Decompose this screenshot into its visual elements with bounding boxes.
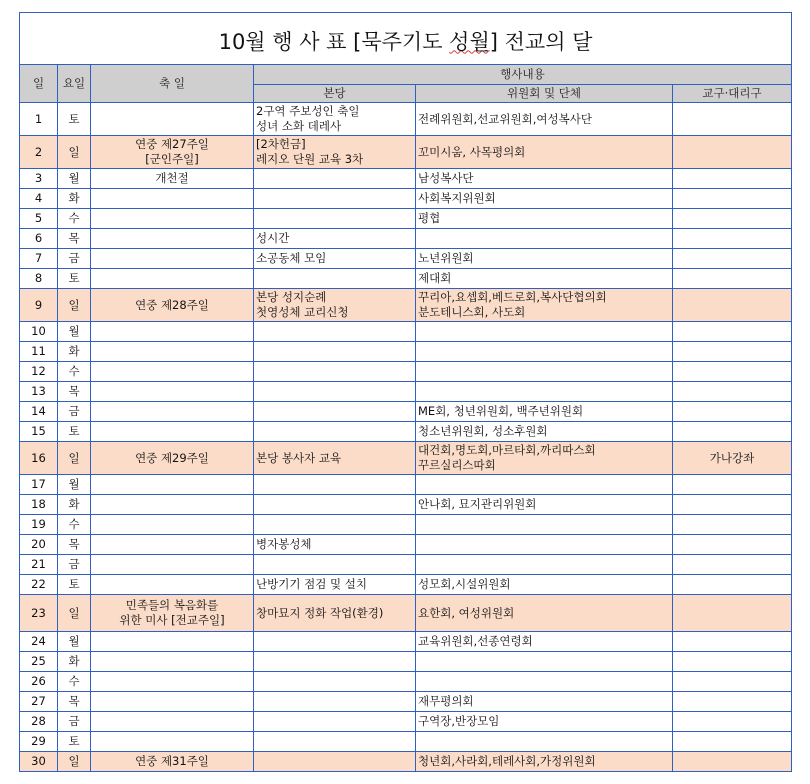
day-cell: 9 <box>20 289 58 322</box>
weekday-cell: 목 <box>58 229 91 249</box>
weekday-cell: 토 <box>58 732 91 752</box>
day-cell: 26 <box>20 672 58 692</box>
committees-cell <box>416 103 673 136</box>
october-schedule-table <box>19 12 792 772</box>
table-row <box>20 752 792 772</box>
main-church-cell <box>254 229 416 249</box>
committees-cell <box>416 189 673 209</box>
committees-cell <box>416 652 673 672</box>
feast-cell <box>91 712 254 732</box>
feast-cell <box>91 692 254 712</box>
district-cell <box>673 269 792 289</box>
header-day: 일 <box>20 65 58 103</box>
feast-cell <box>91 322 254 342</box>
feast-cell <box>91 442 254 475</box>
committees-cell-line: 제대회 <box>418 271 452 285</box>
committees-cell <box>416 475 673 495</box>
district-cell <box>673 555 792 575</box>
schedule-body <box>20 103 792 772</box>
main-church-cell-line: 첫영성체 교리신청 <box>256 305 349 319</box>
district-cell <box>673 209 792 229</box>
weekday-cell: 월 <box>58 475 91 495</box>
main-church-cell <box>254 289 416 322</box>
weekday-cell: 토 <box>58 269 91 289</box>
day-cell: 4 <box>20 189 58 209</box>
district-cell <box>673 169 792 189</box>
committees-cell-line: 교육위원회,선종연령회 <box>418 634 533 648</box>
committees-cell-line: ME회, 청년위원회, 백주년위원회 <box>418 404 584 418</box>
district-cell <box>673 595 792 632</box>
feast-cell-line: 민족들의 복음화를 <box>125 598 219 612</box>
main-church-cell <box>254 209 416 229</box>
day-cell: 3 <box>20 169 58 189</box>
main-church-cell <box>254 732 416 752</box>
feast-cell <box>91 289 254 322</box>
feast-cell <box>91 595 254 632</box>
committees-cell <box>416 402 673 422</box>
feast-cell-line: 연중 제27주일 <box>135 137 209 151</box>
feast-cell <box>91 732 254 752</box>
weekday-cell: 일 <box>58 595 91 632</box>
committees-cell-line: 재무평의회 <box>418 694 474 708</box>
committees-cell-line: 평협 <box>418 211 441 225</box>
committees-cell-line: 꾸르실리스따회 <box>418 458 496 472</box>
main-church-cell <box>254 515 416 535</box>
day-cell: 22 <box>20 575 58 595</box>
feast-cell <box>91 652 254 672</box>
committees-cell-line: 꾸리아,요셉회,베드로회,복사단협의회 <box>418 290 607 304</box>
district-cell <box>673 752 792 772</box>
day-cell: 6 <box>20 229 58 249</box>
main-church-cell <box>254 322 416 342</box>
feast-cell <box>91 362 254 382</box>
day-cell: 14 <box>20 402 58 422</box>
committees-cell-line: 청소년위원회, 성소후원회 <box>418 424 548 438</box>
committees-cell <box>416 672 673 692</box>
table-row <box>20 362 792 382</box>
table-row <box>20 475 792 495</box>
weekday-cell: 수 <box>58 209 91 229</box>
district-cell <box>673 362 792 382</box>
district-cell <box>673 632 792 652</box>
header-feast: 축 일 <box>91 65 254 103</box>
district-cell <box>673 515 792 535</box>
district-cell <box>673 322 792 342</box>
weekday-cell: 수 <box>58 672 91 692</box>
district-cell <box>673 189 792 209</box>
title-underlined-word: 성월 <box>449 29 490 54</box>
feast-cell <box>91 269 254 289</box>
day-cell: 17 <box>20 475 58 495</box>
main-church-cell-line: 창마묘지 정화 작업(환경) <box>256 605 384 620</box>
day-cell: 24 <box>20 632 58 652</box>
main-church-cell <box>254 475 416 495</box>
committees-cell <box>416 362 673 382</box>
committees-cell <box>416 382 673 402</box>
weekday-cell: 금 <box>58 555 91 575</box>
committees-cell <box>416 342 673 362</box>
header-district: 교구·대리구 <box>673 85 792 103</box>
district-cell <box>673 732 792 752</box>
committees-cell <box>416 289 673 322</box>
weekday-cell: 금 <box>58 402 91 422</box>
weekday-cell: 일 <box>58 136 91 169</box>
committees-cell <box>416 229 673 249</box>
weekday-cell: 금 <box>58 249 91 269</box>
district-cell: 가나강좌 <box>673 442 792 475</box>
day-cell: 29 <box>20 732 58 752</box>
weekday-cell: 일 <box>58 442 91 475</box>
table-row <box>20 555 792 575</box>
day-cell: 13 <box>20 382 58 402</box>
district-cell <box>673 692 792 712</box>
district-cell <box>673 229 792 249</box>
district-cell <box>673 495 792 515</box>
weekday-cell: 금 <box>58 712 91 732</box>
main-church-cell-line: 난방기기 점검 및 설치 <box>256 577 367 591</box>
feast-cell-line: 개천절 <box>155 171 189 185</box>
feast-cell <box>91 672 254 692</box>
district-cell <box>673 535 792 555</box>
committees-cell <box>416 692 673 712</box>
title-suffix: ] 전교의 달 <box>489 29 593 54</box>
weekday-cell: 화 <box>58 342 91 362</box>
feast-cell-line: 위한 미사 [전교주일] <box>119 613 225 627</box>
committees-cell <box>416 169 673 189</box>
weekday-cell: 월 <box>58 322 91 342</box>
weekday-cell: 수 <box>58 362 91 382</box>
main-church-cell <box>254 555 416 575</box>
weekday-cell: 목 <box>58 692 91 712</box>
district-cell <box>673 712 792 732</box>
feast-cell <box>91 475 254 495</box>
weekday-cell: 토 <box>58 422 91 442</box>
table-row <box>20 136 792 169</box>
feast-cell <box>91 229 254 249</box>
day-cell: 20 <box>20 535 58 555</box>
table-row <box>20 632 792 652</box>
feast-cell <box>91 515 254 535</box>
table-row <box>20 535 792 555</box>
district-cell <box>673 342 792 362</box>
committees-cell <box>416 595 673 632</box>
main-church-cell-line: 2구역 주보성인 축일 <box>256 104 360 118</box>
weekday-cell: 화 <box>58 189 91 209</box>
day-cell: 28 <box>20 712 58 732</box>
district-cell <box>673 289 792 322</box>
day-cell: 30 <box>20 752 58 772</box>
main-church-cell <box>254 136 416 169</box>
committees-cell-line: 구역장,반장모임 <box>418 714 500 728</box>
header-events: 행사내용 <box>254 65 792 85</box>
day-cell: 2 <box>20 136 58 169</box>
weekday-cell: 토 <box>58 575 91 595</box>
table-row <box>20 595 792 632</box>
district-cell <box>673 136 792 169</box>
header-main-church: 본당 <box>254 85 416 103</box>
table-row <box>20 652 792 672</box>
day-cell: 18 <box>20 495 58 515</box>
table-row <box>20 442 792 475</box>
feast-cell <box>91 575 254 595</box>
main-church-cell <box>254 249 416 269</box>
committees-cell-line: 분도테니스회, 사도회 <box>418 305 526 319</box>
feast-cell <box>91 752 254 772</box>
main-church-cell <box>254 402 416 422</box>
day-cell: 7 <box>20 249 58 269</box>
day-cell: 23 <box>20 595 58 632</box>
day-cell: 16 <box>20 442 58 475</box>
main-church-cell-line: 병자봉성체 <box>256 537 312 551</box>
feast-cell <box>91 169 254 189</box>
day-cell: 10 <box>20 322 58 342</box>
table-row <box>20 712 792 732</box>
main-church-cell-line: 레지오 단원 교육 3차 <box>256 152 364 166</box>
header-committees: 위원회 및 단체 <box>416 85 673 103</box>
main-church-cell-line: 성시간 <box>256 231 290 245</box>
weekday-cell: 목 <box>58 382 91 402</box>
page-title <box>20 13 792 65</box>
committees-cell <box>416 442 673 475</box>
district-cell <box>673 382 792 402</box>
day-cell: 25 <box>20 652 58 672</box>
main-church-cell <box>254 103 416 136</box>
title-prefix: 10월 행 사 표 [묵주기도 <box>218 29 450 54</box>
table-row <box>20 422 792 442</box>
feast-cell-line: [군인주일] <box>145 152 199 166</box>
day-cell: 5 <box>20 209 58 229</box>
district-cell <box>673 422 792 442</box>
committees-cell <box>416 535 673 555</box>
table-row <box>20 189 792 209</box>
committees-cell <box>416 732 673 752</box>
district-cell <box>673 652 792 672</box>
main-church-cell <box>254 189 416 209</box>
committees-cell <box>416 632 673 652</box>
table-row <box>20 575 792 595</box>
feast-cell <box>91 535 254 555</box>
feast-cell <box>91 382 254 402</box>
table-row <box>20 672 792 692</box>
main-church-cell-line: 성녀 소화 데레사 <box>256 119 342 133</box>
committees-cell-line: 사회복지위원회 <box>418 191 496 205</box>
day-cell: 15 <box>20 422 58 442</box>
day-cell: 12 <box>20 362 58 382</box>
table-row <box>20 229 792 249</box>
feast-cell <box>91 189 254 209</box>
main-church-cell <box>254 672 416 692</box>
table-row <box>20 515 792 535</box>
committees-cell <box>416 422 673 442</box>
table-row <box>20 692 792 712</box>
district-cell <box>673 249 792 269</box>
weekday-cell: 월 <box>58 632 91 652</box>
table-row <box>20 209 792 229</box>
table-row <box>20 495 792 515</box>
day-cell: 11 <box>20 342 58 362</box>
committees-cell-line: 노년위원회 <box>418 251 474 265</box>
district-cell <box>673 103 792 136</box>
committees-cell-line: 청년회,사라회,테레사회,가정위원회 <box>418 754 596 768</box>
feast-cell <box>91 249 254 269</box>
feast-cell <box>91 495 254 515</box>
table-row <box>20 269 792 289</box>
main-church-cell <box>254 362 416 382</box>
main-church-cell <box>254 269 416 289</box>
main-church-cell <box>254 342 416 362</box>
committees-cell <box>416 515 673 535</box>
district-cell <box>673 475 792 495</box>
main-church-cell-line: 소공동체 모임 <box>256 251 327 265</box>
committees-cell <box>416 575 673 595</box>
main-church-cell <box>254 575 416 595</box>
main-church-cell <box>254 712 416 732</box>
weekday-cell: 화 <box>58 652 91 672</box>
main-church-cell <box>254 752 416 772</box>
feast-cell <box>91 402 254 422</box>
weekday-cell: 월 <box>58 169 91 189</box>
committees-cell-line: 안나회, 묘지관리위원회 <box>418 497 537 511</box>
feast-cell <box>91 103 254 136</box>
district-cell <box>673 575 792 595</box>
main-church-cell-line: 본당 봉사자 교육 <box>256 450 342 465</box>
main-church-cell <box>254 632 416 652</box>
committees-cell-line: 성모회,시설위원회 <box>418 577 511 591</box>
committees-cell <box>416 752 673 772</box>
committees-cell-line: 대건회,명도회,마르타회,까리따스회 <box>418 443 596 457</box>
day-cell: 1 <box>20 103 58 136</box>
main-church-cell <box>254 595 416 632</box>
committees-cell <box>416 269 673 289</box>
committees-cell <box>416 555 673 575</box>
table-row <box>20 732 792 752</box>
table-row <box>20 342 792 362</box>
table-row <box>20 322 792 342</box>
table-row <box>20 169 792 189</box>
main-church-cell-line: 본당 성지순례 <box>256 290 327 304</box>
main-church-cell <box>254 442 416 475</box>
committees-cell <box>416 249 673 269</box>
day-cell: 8 <box>20 269 58 289</box>
day-cell: 21 <box>20 555 58 575</box>
weekday-cell: 토 <box>58 103 91 136</box>
main-church-cell-line: [2차헌금] <box>256 137 306 151</box>
table-row <box>20 289 792 322</box>
main-church-cell <box>254 422 416 442</box>
feast-cell <box>91 555 254 575</box>
weekday-cell: 수 <box>58 515 91 535</box>
weekday-cell: 일 <box>58 752 91 772</box>
committees-cell-line: 남성복사단 <box>418 171 474 185</box>
feast-cell <box>91 209 254 229</box>
feast-cell <box>91 632 254 652</box>
committees-cell <box>416 322 673 342</box>
feast-cell <box>91 136 254 169</box>
district-cell <box>673 402 792 422</box>
feast-cell-line: 연중 제31주일 <box>135 754 209 768</box>
feast-cell <box>91 422 254 442</box>
district-cell <box>673 672 792 692</box>
table-row <box>20 402 792 422</box>
main-church-cell <box>254 535 416 555</box>
committees-cell <box>416 495 673 515</box>
committees-cell-line: 꼬미시움, 사목평의회 <box>418 144 526 159</box>
table-row <box>20 249 792 269</box>
feast-cell-line: 연중 제28주일 <box>135 297 209 312</box>
feast-cell <box>91 342 254 362</box>
main-church-cell <box>254 495 416 515</box>
main-church-cell <box>254 169 416 189</box>
table-row <box>20 382 792 402</box>
committees-cell <box>416 712 673 732</box>
committees-cell <box>416 136 673 169</box>
day-cell: 27 <box>20 692 58 712</box>
main-church-cell <box>254 652 416 672</box>
header-weekday: 요일 <box>58 65 91 103</box>
table-row <box>20 103 792 136</box>
weekday-cell: 목 <box>58 535 91 555</box>
weekday-cell: 일 <box>58 289 91 322</box>
committees-cell-line: 전례위원회,선교위원회,여성복사단 <box>418 111 592 126</box>
committees-cell-line: 요한회, 여성위원회 <box>418 605 515 620</box>
day-cell: 19 <box>20 515 58 535</box>
committees-cell <box>416 209 673 229</box>
weekday-cell: 화 <box>58 495 91 515</box>
feast-cell-line: 연중 제29주일 <box>135 450 209 465</box>
main-church-cell <box>254 382 416 402</box>
main-church-cell <box>254 692 416 712</box>
